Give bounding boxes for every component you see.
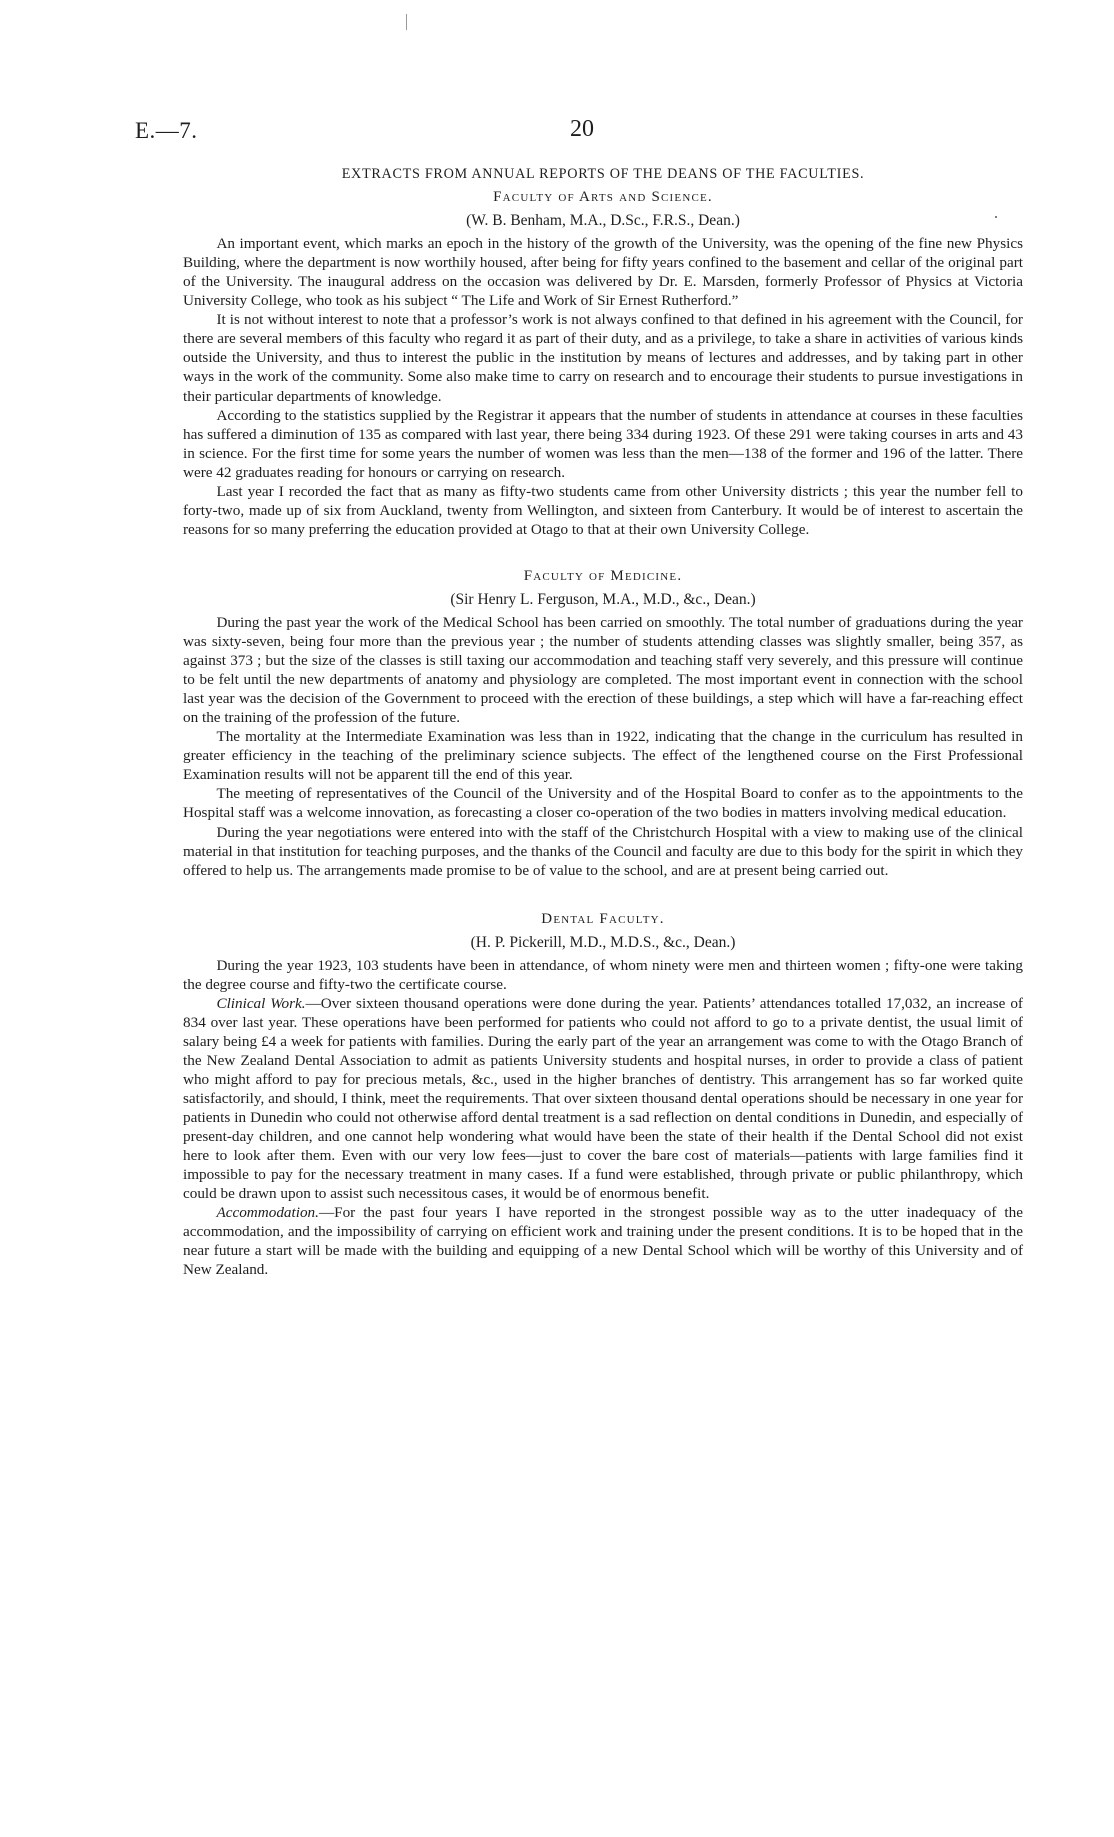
page-number: 20: [570, 116, 594, 142]
paragraph: Last year I recorded the fact that as many as fifty-two students came from other University districts ; this year the number fell to forty-two, made up of six from Auckland, twenty from Wellington, and sixteen from Canterbury. It would be of interest to ascertain the reasons for so many preferring the education provided at Otago to that at their own University College.: [183, 482, 1023, 538]
section-spacer: [183, 539, 1023, 567]
paragraph: It is not without interest to note that a professor’s work is not always confined to that defined in his agreement with the Council, for there are several members of this faculty who regard it as part of their duty, and as a privilege, to take a share in activities of various kinds outside the University, and thus to interest the public in the institution by means of lectures and addresses, and by taking part in other ways in the work of the community. Some also make time to carry on research and to encourage their students to pursue investigations in their particular departments of knowledge.: [183, 311, 1023, 405]
scan-mark: [406, 14, 407, 30]
paragraph: During the year negotiations were entered into with the staff of the Christchurch Hospital with a view to making use of the clinical material in that institution for teaching purposes, and the thanks of the Council and faculty are due to this body for the spirit in which they offered to help us. The arrangements made promise to be of value to the school, and are at present being carried out.: [183, 823, 1023, 879]
paragraph: The meeting of representatives of the Council of the University and of the Hospital Board to confer as to the appointments to the Hospital staff was a welcome innovation, as forecasting a closer co-operation of the two bodies in matters involving medical education.: [183, 785, 1023, 822]
section-spacer: [183, 880, 1023, 910]
clinical-work-label: Clinical Work.: [216, 994, 306, 1012]
paragraph-clinical-work: [183, 994, 1023, 1204]
dean-arts-science: (W. B. Benham, M.A., D.Sc., F.R.S., Dean.): [466, 212, 740, 230]
paragraph: The mortality at the Intermediate Examination was less than in 1922, indicating that the change in the curriculum has resulted in greater efficiency in the teaching of the preliminary science subjects. The effect of the lengthened course on the First Professional Examination results will not be apparent till the end of this year.: [183, 728, 1023, 784]
clinical-work-text: —Over sixteen thousand operations were done during the year. Patients’ attendances totalled 17,032, an increase of 834 over last year. These operations have been performed for patients who could not afford to go to a private dentist, the usual limit of salary being £4 a week for patients with families. During the early part of the year an arrangement was come to with the Otago Branch of the New Zealand Dental Association to admit as patients University students and hospital nurses, in order to provide a class of patient who might afford to pay for precious metals, &c., used in the higher branches of dentistry. This arrangement has so far worked quite satisfactorily, and should, I think, meet the requirements. That over sixteen thousand dental operations should be necessary in one year for patients in Dunedin who could not otherwise afford dental treatment is a sad reflection on dental conditions in Dunedin, and especially of present-day children, and one cannot help wondering what would have been the state of their health if the Dental School did not exist here to look after them. Even with our very low fees—just to cover the bare cost of materials—patients with large families find it impossible to pay for the necessary treatment in many cases. If a fund were established, through private or public philanthropy, which could be drawn upon to assist such necessitous cases, it would be of enormous benefit.: [183, 994, 1023, 1203]
dean-dental: (H. P. Pickerill, M.D., M.D.S., &c., Dean.): [470, 933, 736, 951]
accommodation-label: Accommodation.: [216, 1204, 319, 1222]
accommodation-text: —For the past four years I have reported in the strongest possible way as to the utter inadequacy of the accommodation, and the impossibility of carrying on efficient work and training under the present conditions. It is to be hoped that in the near future a start will be made with the building and equipping of a new Dental School which will be worthy of this University and of New Zealand.: [183, 1204, 1023, 1279]
document-code: E.—7.: [135, 118, 198, 143]
paragraph: An important event, which marks an epoch in the history of the growth of the University, was the opening of the fine new Physics Building, where the department is now worthily housed, after being for fifty years confined to the basement and cellar of the original part of the University. The inaugural address on the occasion was delivered by Dr. E. Marsden, formerly Professor of Physics at Victoria University College, who took as his subject “ The Life and Work of Sir Ernest Rutherford.”: [183, 235, 1023, 310]
paragraph: During the year 1923, 103 students have been in attendance, of whom ninety were men and thirteen women ; fifty-one were taking the degree course and fifty-two the certificate course.: [183, 956, 1023, 993]
section-title-arts-science: Faculty of Arts and Science.: [493, 189, 713, 206]
paragraph-accommodation: [183, 1203, 1023, 1279]
main-title: EXTRACTS FROM ANNUAL REPORTS OF THE DEANS OF THE FACULTIES.: [341, 166, 865, 182]
paragraph: According to the statistics supplied by the Registrar it appears that the number of students in attendance at courses in these faculties has suffered a diminution of 135 as compared with last year, there being 334 during 1923. Of these 291 were taking courses in arts and 43 in science. For the first time for some years the number of women was less than the men—138 of the former and 196 of the latter. There were 42 graduates reading for honours or carrying on research.: [183, 406, 1023, 481]
dean-medicine: (Sir Henry L. Ferguson, M.A., M.D., &c., Dean.): [450, 590, 756, 608]
section-title-medicine: Faculty of Medicine.: [523, 567, 683, 584]
document-body: [183, 165, 1023, 1280]
section-title-dental: Dental Faculty.: [541, 910, 665, 927]
paragraph: During the past year the work of the Medical School has been carried on smoothly. The total number of graduations during the year was sixty-seven, being four more than the previous year ; the number of students attending classes was slightly smaller, being 357, as against 373 ; but the size of the classes is still taxing our accommodation and teaching staff very severely, and this pressure will continue to be felt until the new departments of anatomy and physiology are completed. The most important event in connection with the school last year was the decision of the Government to proceed with the erection of these buildings, a step which will have a far-reaching effect on the training of the profession of the future.: [183, 613, 1023, 727]
